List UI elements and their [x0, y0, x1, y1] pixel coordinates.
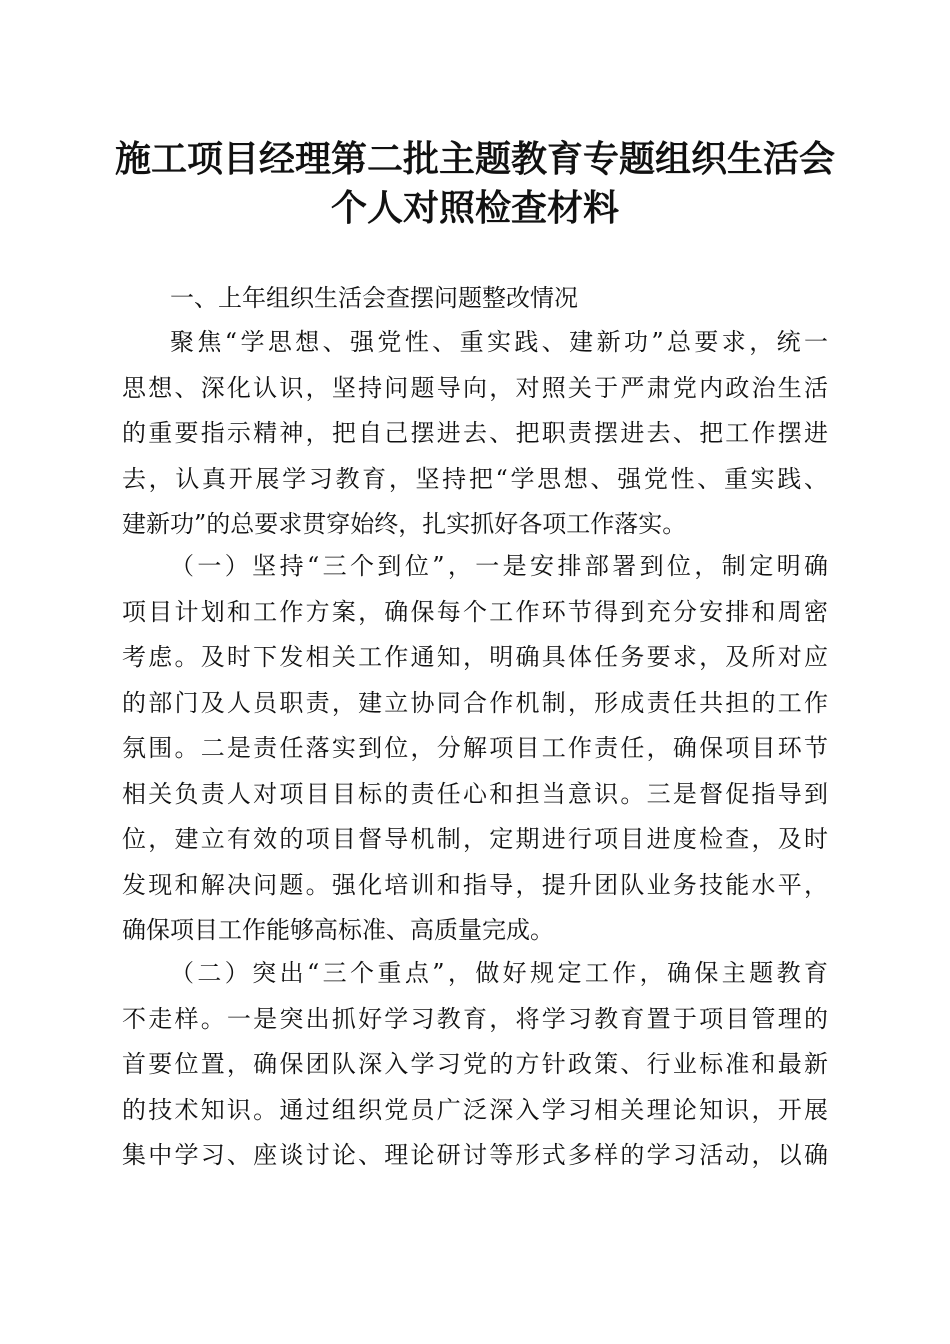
paragraph-2 — [122, 544, 828, 954]
paragraph-line: 氛围。二是责任落实到位，分解项目工作责任，确保项目环节 — [122, 734, 828, 762]
paragraph-line: 的重要指示精神，把自己摆进去、把职责摆进去、把工作摆进 — [122, 419, 828, 447]
paragraph-line: 不走样。一是突出抓好学习教育，将学习教育置于项目管理的 — [122, 1004, 828, 1033]
paragraph-line: （二）突出“三个重点”，做好规定工作，确保主题教育 — [170, 959, 828, 987]
document-title-line-1: 施工项目经理第二批主题教育专题组织生活会 — [114, 138, 835, 180]
paragraph-line: 发现和解决问题。强化培训和指导，提升团队业务技能水平， — [122, 870, 828, 899]
section-heading: 一、上年组织生活会查摆问题整改情况 — [170, 284, 578, 312]
paragraph-line: （一）坚持“三个到位”，一是安排部署到位，制定明确 — [170, 552, 828, 580]
paragraph-line: 去，认真开展学习教育，坚持把“学思想、强党性、重实践、 — [122, 464, 828, 493]
paragraph-line: 建新功”的总要求贯穿始终，扎实抓好各项工作落实。 — [122, 510, 687, 538]
document-title-line-2: 个人对照检查材料 — [330, 187, 619, 229]
paragraph-line: 思想、深化认识，坚持问题导向，对照关于严肃党内政治生活 — [122, 373, 828, 402]
paragraph-line: 聚焦“学思想、强党性、重实践、建新功”总要求，统一 — [170, 328, 828, 356]
paragraph-line: 项目计划和工作方案，确保每个工作环节得到充分安排和周密 — [122, 597, 828, 626]
paragraph-line: 的技术知识。通过组织党员广泛深入学习相关理论知识，开展 — [122, 1095, 828, 1124]
paragraph-line: 的部门及人员职责，建立协同合作机制，形成责任共担的工作 — [122, 688, 828, 717]
paragraph-line: 位，建立有效的项目督导机制，定期进行项目进度检查，及时 — [122, 825, 828, 853]
paragraph-1 — [122, 320, 828, 548]
paragraph-line: 确保项目工作能够高标准、高质量完成。 — [122, 916, 554, 944]
paragraph-line: 考虑。及时下发相关工作通知，明确具体任务要求，及所对应 — [122, 643, 828, 671]
paragraph-3 — [122, 951, 828, 1179]
paragraph-line: 相关负责人对项目目标的责任心和担当意识。三是督促指导到 — [122, 779, 828, 808]
paragraph-line: 集中学习、座谈讨论、理论研讨等形式多样的学习活动，以确 — [122, 1141, 828, 1169]
paragraph-line: 首要位置，确保团队深入学习党的方针政策、行业标准和最新 — [122, 1050, 828, 1078]
